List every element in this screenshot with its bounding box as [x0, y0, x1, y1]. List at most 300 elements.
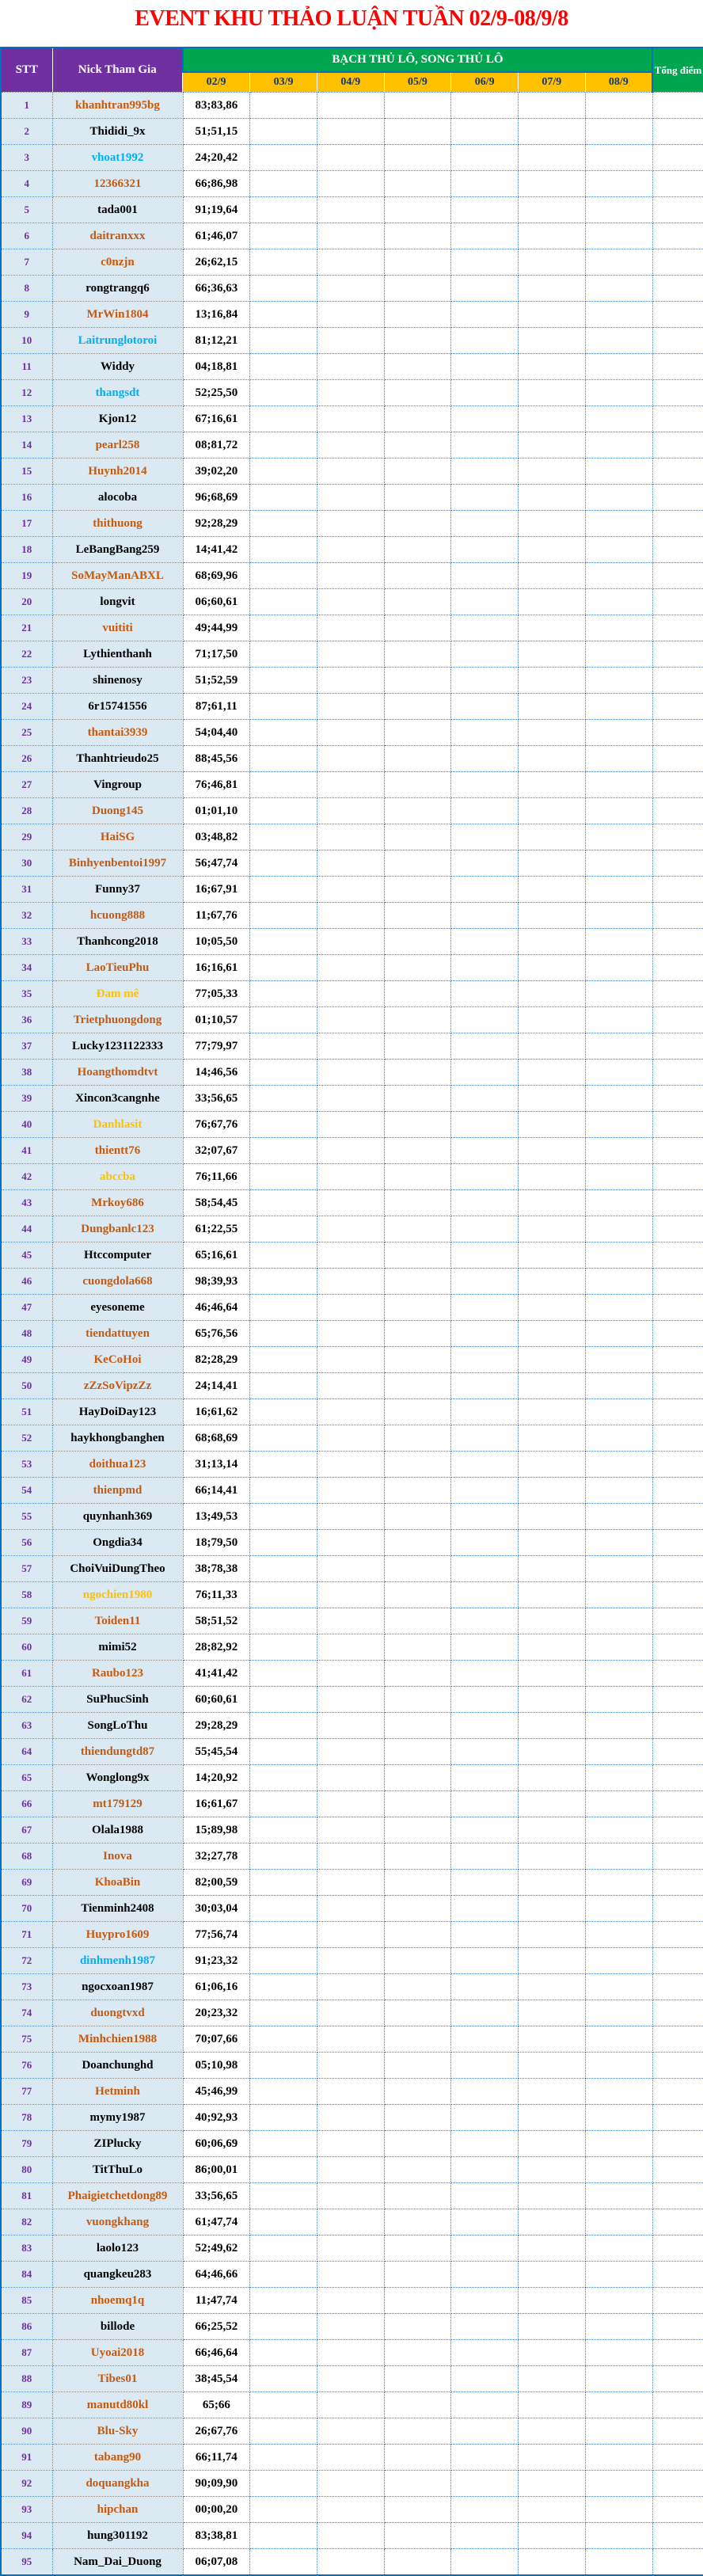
table-row — [1, 955, 703, 981]
day-cell-2 — [250, 380, 317, 406]
day-cell-7 — [585, 2418, 652, 2445]
day-cell-2 — [250, 877, 317, 903]
day-cell-4 — [384, 328, 451, 354]
table-row — [1, 929, 703, 955]
total-cell — [652, 119, 703, 145]
total-cell — [652, 772, 703, 798]
day-cell-1: 66;25,52 — [183, 2314, 250, 2340]
day-cell-7 — [585, 380, 652, 406]
total-cell — [652, 328, 703, 354]
day-cell-4 — [384, 824, 451, 850]
day-cell-7 — [585, 302, 652, 328]
day-cell-4 — [384, 563, 451, 589]
day-cell-6 — [519, 276, 586, 302]
day-cell-1: 32;07,67 — [183, 1138, 250, 1164]
day-cell-7 — [585, 1791, 652, 1817]
day-cell-4 — [384, 720, 451, 746]
total-cell — [652, 1138, 703, 1164]
day-cell-5 — [451, 1844, 519, 1870]
table-row — [1, 746, 703, 772]
day-cell-5 — [451, 354, 519, 380]
day-cell-5 — [451, 2079, 519, 2105]
stt-cell: 56 — [1, 1530, 52, 1556]
day-cell-5 — [451, 511, 519, 537]
stt-cell: 9 — [1, 302, 52, 328]
day-cell-1: 13;16,84 — [183, 302, 250, 328]
day-cell-2 — [250, 2288, 317, 2314]
day-cell-6 — [519, 1060, 586, 1086]
day-cell-7 — [585, 1242, 652, 1269]
day-cell-4 — [384, 772, 451, 798]
stt-cell: 74 — [1, 2000, 52, 2026]
day-cell-2 — [250, 276, 317, 302]
day-cell-1: 91;19,64 — [183, 197, 250, 223]
day-cell-5 — [451, 2523, 519, 2549]
day-cell-5 — [451, 1817, 519, 1844]
stt-cell: 24 — [1, 694, 52, 720]
day-cell-3 — [317, 694, 384, 720]
day-cell-1: 82;28,29 — [183, 1347, 250, 1373]
day-cell-5 — [451, 2340, 519, 2366]
table-row — [1, 981, 703, 1007]
table-row — [1, 1791, 703, 1817]
header-nick: Nick Tham Gia — [52, 48, 183, 93]
nick-cell: longvit — [52, 589, 183, 615]
day-cell-3 — [317, 929, 384, 955]
day-cell-1: 01;10,57 — [183, 1007, 250, 1033]
day-cell-6 — [519, 877, 586, 903]
day-cell-2 — [250, 485, 317, 511]
day-cell-4 — [384, 1138, 451, 1164]
day-cell-2 — [250, 1269, 317, 1295]
day-cell-6 — [519, 2157, 586, 2183]
total-cell — [652, 1922, 703, 1948]
day-cell-2 — [250, 1974, 317, 2000]
day-cell-6 — [519, 2314, 586, 2340]
day-cell-5 — [451, 2392, 519, 2418]
day-cell-5 — [451, 1295, 519, 1321]
day-cell-6 — [519, 2497, 586, 2523]
day-cell-1: 77;56,74 — [183, 1922, 250, 1948]
day-cell-3 — [317, 354, 384, 380]
day-cell-2 — [250, 1347, 317, 1373]
nick-cell: mymy1987 — [52, 2105, 183, 2131]
stt-cell: 53 — [1, 1452, 52, 1478]
day-cell-4 — [384, 1086, 451, 1112]
day-cell-7 — [585, 459, 652, 485]
day-cell-3 — [317, 223, 384, 249]
day-cell-6 — [519, 1765, 586, 1791]
day-cell-2 — [250, 406, 317, 432]
day-cell-3 — [317, 1974, 384, 2000]
header-date-6: 07/9 — [519, 72, 586, 93]
day-cell-1: 52;25,50 — [183, 380, 250, 406]
table-row — [1, 1478, 703, 1504]
day-cell-3 — [317, 955, 384, 981]
nick-cell: vuititi — [52, 615, 183, 641]
stt-cell: 37 — [1, 1033, 52, 1060]
day-cell-3 — [317, 302, 384, 328]
day-cell-1: 06;60,61 — [183, 589, 250, 615]
day-cell-5 — [451, 615, 519, 641]
day-cell-1: 39;02,20 — [183, 459, 250, 485]
day-cell-4 — [384, 302, 451, 328]
nick-cell: Wonglong9x — [52, 1765, 183, 1791]
day-cell-6 — [519, 929, 586, 955]
table-row — [1, 432, 703, 459]
nick-cell: thangsdt — [52, 380, 183, 406]
table-row — [1, 2157, 703, 2183]
day-cell-3 — [317, 1060, 384, 1086]
day-cell-7 — [585, 2000, 652, 2026]
total-cell — [652, 197, 703, 223]
table-row — [1, 2131, 703, 2157]
total-cell — [652, 1556, 703, 1582]
day-cell-5 — [451, 302, 519, 328]
day-cell-4 — [384, 511, 451, 537]
day-cell-2 — [250, 563, 317, 589]
table-row — [1, 1269, 703, 1295]
day-cell-1: 81;12,21 — [183, 328, 250, 354]
day-cell-5 — [451, 1216, 519, 1242]
day-cell-1: 04;18,81 — [183, 354, 250, 380]
table-row — [1, 1844, 703, 1870]
table-row — [1, 328, 703, 354]
day-cell-7 — [585, 2366, 652, 2392]
day-cell-6 — [519, 2392, 586, 2418]
day-cell-2 — [250, 1164, 317, 1190]
day-cell-3 — [317, 2418, 384, 2445]
day-cell-1: 26;62,15 — [183, 249, 250, 276]
total-cell — [652, 1399, 703, 1425]
day-cell-6 — [519, 1530, 586, 1556]
day-cell-2 — [250, 145, 317, 171]
day-cell-2 — [250, 1373, 317, 1399]
day-cell-2 — [250, 955, 317, 981]
day-cell-2 — [250, 1216, 317, 1242]
day-cell-7 — [585, 2209, 652, 2235]
table-row — [1, 380, 703, 406]
stt-cell: 42 — [1, 1164, 52, 1190]
total-cell — [652, 720, 703, 746]
day-cell-7 — [585, 2053, 652, 2079]
day-cell-2 — [250, 432, 317, 459]
day-cell-2 — [250, 746, 317, 772]
day-cell-1: 70;07,66 — [183, 2026, 250, 2053]
total-cell — [652, 2445, 703, 2471]
day-cell-7 — [585, 929, 652, 955]
day-cell-4 — [384, 1896, 451, 1922]
day-cell-6 — [519, 1817, 586, 1844]
day-cell-4 — [384, 2314, 451, 2340]
total-cell — [652, 302, 703, 328]
day-cell-5 — [451, 641, 519, 668]
nick-cell: vhoat1992 — [52, 145, 183, 171]
total-cell — [652, 1687, 703, 1713]
stt-cell: 80 — [1, 2157, 52, 2183]
day-cell-5 — [451, 432, 519, 459]
day-cell-3 — [317, 2523, 384, 2549]
table-row — [1, 2523, 703, 2549]
total-cell — [652, 2288, 703, 2314]
day-cell-7 — [585, 2392, 652, 2418]
table-row — [1, 2026, 703, 2053]
nick-cell: khanhtran995bg — [52, 93, 183, 119]
day-cell-1: 55;45,54 — [183, 1739, 250, 1765]
day-cell-5 — [451, 1190, 519, 1216]
day-cell-7 — [585, 2157, 652, 2183]
day-cell-7 — [585, 772, 652, 798]
table-row — [1, 1295, 703, 1321]
day-cell-1: 11;47,74 — [183, 2288, 250, 2314]
day-cell-3 — [317, 877, 384, 903]
nick-cell: Funny37 — [52, 877, 183, 903]
day-cell-5 — [451, 328, 519, 354]
stt-cell: 62 — [1, 1687, 52, 1713]
day-cell-7 — [585, 537, 652, 563]
table-row — [1, 1661, 703, 1687]
nick-cell: Tienminh2408 — [52, 1896, 183, 1922]
day-cell-7 — [585, 2288, 652, 2314]
day-cell-3 — [317, 2471, 384, 2497]
day-cell-5 — [451, 1608, 519, 1634]
day-cell-3 — [317, 824, 384, 850]
day-cell-6 — [519, 798, 586, 824]
day-cell-1: 16;67,91 — [183, 877, 250, 903]
day-cell-4 — [384, 1661, 451, 1687]
day-cell-3 — [317, 1164, 384, 1190]
day-cell-5 — [451, 694, 519, 720]
day-cell-4 — [384, 1399, 451, 1425]
day-cell-6 — [519, 1478, 586, 1504]
stt-cell: 46 — [1, 1269, 52, 1295]
day-cell-5 — [451, 1948, 519, 1974]
day-cell-1: 51;51,15 — [183, 119, 250, 145]
day-cell-6 — [519, 2288, 586, 2314]
nick-cell: vuongkhang — [52, 2209, 183, 2235]
day-cell-6 — [519, 119, 586, 145]
day-cell-6 — [519, 2000, 586, 2026]
nick-cell: Trietphuongdong — [52, 1007, 183, 1033]
stt-cell: 85 — [1, 2288, 52, 2314]
nick-cell: Blu-Sky — [52, 2418, 183, 2445]
table-row — [1, 171, 703, 197]
header-date-3: 04/9 — [317, 72, 384, 93]
day-cell-5 — [451, 2262, 519, 2288]
day-cell-4 — [384, 223, 451, 249]
day-cell-6 — [519, 2131, 586, 2157]
table-row — [1, 1216, 703, 1242]
day-cell-3 — [317, 2079, 384, 2105]
day-cell-1: 31;13,14 — [183, 1452, 250, 1478]
day-cell-2 — [250, 694, 317, 720]
total-cell — [652, 641, 703, 668]
total-cell — [652, 2053, 703, 2079]
total-cell — [652, 903, 703, 929]
day-cell-4 — [384, 1190, 451, 1216]
day-cell-4 — [384, 615, 451, 641]
total-cell — [652, 1530, 703, 1556]
day-cell-5 — [451, 1478, 519, 1504]
table-row — [1, 2235, 703, 2262]
table-row — [1, 354, 703, 380]
day-cell-5 — [451, 485, 519, 511]
day-cell-1: 66;86,98 — [183, 171, 250, 197]
day-cell-4 — [384, 1269, 451, 1295]
stt-cell: 82 — [1, 2209, 52, 2235]
nick-cell: thiendungtd87 — [52, 1739, 183, 1765]
day-cell-2 — [250, 1791, 317, 1817]
day-cell-5 — [451, 2366, 519, 2392]
day-cell-2 — [250, 1033, 317, 1060]
day-cell-5 — [451, 877, 519, 903]
total-cell — [652, 406, 703, 432]
stt-cell: 34 — [1, 955, 52, 981]
day-cell-2 — [250, 929, 317, 955]
table-row — [1, 145, 703, 171]
day-cell-7 — [585, 1060, 652, 1086]
day-cell-3 — [317, 93, 384, 119]
stt-cell: 25 — [1, 720, 52, 746]
day-cell-6 — [519, 850, 586, 877]
day-cell-1: 77;79,97 — [183, 1033, 250, 1060]
day-cell-3 — [317, 772, 384, 798]
table-row — [1, 1007, 703, 1033]
day-cell-3 — [317, 2549, 384, 2575]
day-cell-5 — [451, 1504, 519, 1530]
total-cell — [652, 1216, 703, 1242]
total-cell — [652, 276, 703, 302]
day-cell-5 — [451, 563, 519, 589]
day-cell-4 — [384, 459, 451, 485]
day-cell-3 — [317, 406, 384, 432]
table-row — [1, 1765, 703, 1791]
day-cell-4 — [384, 1060, 451, 1086]
day-cell-7 — [585, 249, 652, 276]
day-cell-7 — [585, 1713, 652, 1739]
day-cell-3 — [317, 1713, 384, 1739]
day-cell-3 — [317, 1452, 384, 1478]
table-row — [1, 1138, 703, 1164]
day-cell-2 — [250, 93, 317, 119]
nick-cell: Vingroup — [52, 772, 183, 798]
total-cell — [652, 2549, 703, 2575]
total-cell — [652, 380, 703, 406]
day-cell-6 — [519, 2340, 586, 2366]
stt-cell: 13 — [1, 406, 52, 432]
table-row — [1, 1242, 703, 1269]
day-cell-6 — [519, 511, 586, 537]
table-row — [1, 1373, 703, 1399]
day-cell-7 — [585, 1739, 652, 1765]
day-cell-2 — [250, 1948, 317, 1974]
day-cell-3 — [317, 2026, 384, 2053]
day-cell-1: 82;00,59 — [183, 1870, 250, 1896]
day-cell-5 — [451, 2235, 519, 2262]
day-cell-1: 83;83,86 — [183, 93, 250, 119]
day-cell-7 — [585, 877, 652, 903]
day-cell-7 — [585, 1661, 652, 1687]
day-cell-6 — [519, 197, 586, 223]
day-cell-2 — [250, 119, 317, 145]
total-cell — [652, 1478, 703, 1504]
nick-cell: Thanhtrieudo25 — [52, 746, 183, 772]
day-cell-2 — [250, 1608, 317, 1634]
day-cell-7 — [585, 1399, 652, 1425]
table-row — [1, 276, 703, 302]
day-cell-3 — [317, 1948, 384, 1974]
day-cell-1: 96;68,69 — [183, 485, 250, 511]
total-cell — [652, 2105, 703, 2131]
nick-cell: Huypro1609 — [52, 1922, 183, 1948]
day-cell-4 — [384, 1582, 451, 1608]
day-cell-2 — [250, 2366, 317, 2392]
day-cell-2 — [250, 1870, 317, 1896]
day-cell-5 — [451, 2418, 519, 2445]
day-cell-3 — [317, 1661, 384, 1687]
day-cell-3 — [317, 511, 384, 537]
total-cell — [652, 2314, 703, 2340]
day-cell-7 — [585, 1164, 652, 1190]
stt-cell: 35 — [1, 981, 52, 1007]
day-cell-2 — [250, 615, 317, 641]
header-group: BẠCH THỦ LÔ, SONG THỦ LÔ — [183, 48, 652, 72]
day-cell-6 — [519, 563, 586, 589]
nick-cell: manutd80kl — [52, 2392, 183, 2418]
nick-cell: thithuong — [52, 511, 183, 537]
day-cell-2 — [250, 459, 317, 485]
table-row — [1, 93, 703, 119]
day-cell-4 — [384, 1321, 451, 1347]
table-row — [1, 1870, 703, 1896]
day-cell-1: 65;66 — [183, 2392, 250, 2418]
day-cell-6 — [519, 1791, 586, 1817]
nick-cell: LeBangBang259 — [52, 537, 183, 563]
stt-cell: 50 — [1, 1373, 52, 1399]
day-cell-3 — [317, 1478, 384, 1504]
table-row — [1, 1739, 703, 1765]
nick-cell: shinenosy — [52, 668, 183, 694]
day-cell-7 — [585, 1765, 652, 1791]
day-cell-5 — [451, 1033, 519, 1060]
day-cell-2 — [250, 641, 317, 668]
table-row — [1, 197, 703, 223]
nick-cell: Olala1988 — [52, 1817, 183, 1844]
table-row — [1, 406, 703, 432]
day-cell-2 — [250, 1739, 317, 1765]
day-cell-4 — [384, 746, 451, 772]
day-cell-7 — [585, 354, 652, 380]
table-row — [1, 1190, 703, 1216]
day-cell-6 — [519, 302, 586, 328]
day-cell-7 — [585, 2131, 652, 2157]
day-cell-4 — [384, 537, 451, 563]
total-cell — [652, 2392, 703, 2418]
day-cell-1: 76;46,81 — [183, 772, 250, 798]
day-cell-1: 61;47,74 — [183, 2209, 250, 2235]
day-cell-2 — [250, 1896, 317, 1922]
day-cell-3 — [317, 432, 384, 459]
day-cell-1: 61;06,16 — [183, 1974, 250, 2000]
day-cell-1: 15;89,98 — [183, 1817, 250, 1844]
nick-cell: zZzSoVipzZz — [52, 1373, 183, 1399]
day-cell-7 — [585, 1556, 652, 1582]
day-cell-2 — [250, 2105, 317, 2131]
day-cell-2 — [250, 302, 317, 328]
table-row — [1, 2366, 703, 2392]
day-cell-6 — [519, 1556, 586, 1582]
day-cell-7 — [585, 824, 652, 850]
